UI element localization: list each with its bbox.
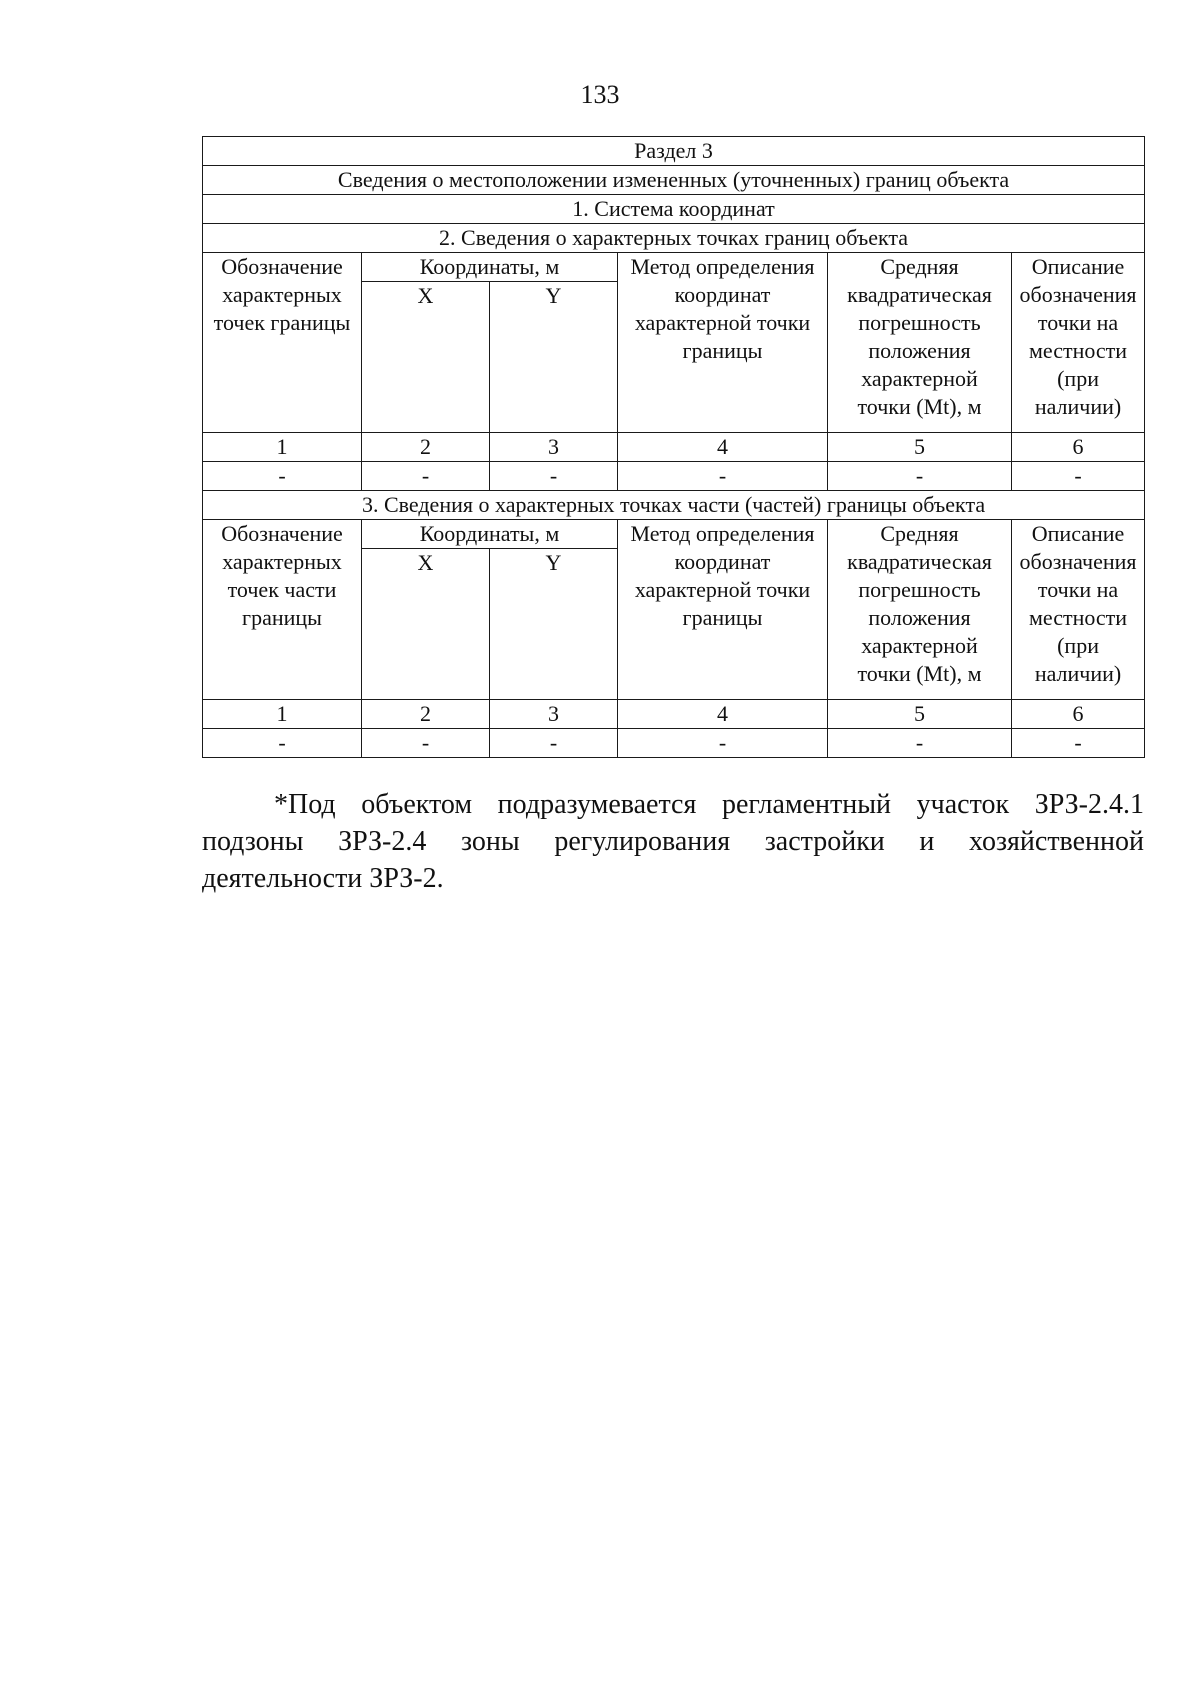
col-number: 3 — [490, 433, 618, 462]
col-header-method: Метод определения координат характерной точки границы — [618, 253, 828, 433]
table-cell: - — [362, 729, 490, 758]
table-subtitle: Сведения о местоположении измененных (уточненных) границ объекта — [203, 166, 1145, 195]
col-number: 1 — [203, 433, 362, 462]
col-header-description: Описание обозначения точки на местности (при наличии) — [1012, 520, 1145, 700]
table-cell: - — [490, 462, 618, 491]
part2-heading: 2. Сведения о характерных точках границ объекта — [203, 224, 1145, 253]
table-cell: - — [203, 462, 362, 491]
section-title: Раздел 3 — [203, 137, 1145, 166]
col-number: 5 — [828, 700, 1012, 729]
footnote: *Под объектом подразумевается регламентный участок ЗРЗ-2.4.1 подзоны ЗРЗ-2.4 зоны регулирования застройки и хозяйственной деятельности ЗРЗ-2. — [202, 789, 1144, 894]
col-header-point-designation: Обозначение характерных точек части границы — [203, 520, 362, 700]
table-cell: - — [828, 462, 1012, 491]
col-number: 6 — [1012, 433, 1145, 462]
col-header-x: X — [362, 282, 490, 433]
table-cell: - — [1012, 462, 1145, 491]
col-number: 2 — [362, 433, 490, 462]
col-header-error: Средняя квадратическая погрешность положения характерной точки (Mt), м — [828, 520, 1012, 700]
table-cell: - — [618, 462, 828, 491]
col-number: 4 — [618, 433, 828, 462]
col-number: 3 — [490, 700, 618, 729]
table-row — [203, 729, 1145, 758]
col-number: 4 — [618, 700, 828, 729]
col-number: 2 — [362, 700, 490, 729]
col-header-coordinates: Координаты, м — [362, 520, 618, 549]
section-table — [202, 136, 1145, 758]
col-header-y: Y — [490, 282, 618, 433]
page-number: 133 — [580, 80, 620, 109]
col-number: 1 — [203, 700, 362, 729]
col-header-y: Y — [490, 549, 618, 700]
table-cell: - — [828, 729, 1012, 758]
table-row — [203, 462, 1145, 491]
table-cell: - — [1012, 729, 1145, 758]
part3-heading: 3. Сведения о характерных точках части (частей) границы объекта — [203, 491, 1145, 520]
col-header-coordinates: Координаты, м — [362, 253, 618, 282]
col-header-error: Средняя квадратическая погрешность положения характерной точки (Mt), м — [828, 253, 1012, 433]
coord-system-heading: 1. Система координат — [203, 195, 1145, 224]
col-header-x: X — [362, 549, 490, 700]
col-header-description: Описание обозначения точки на местности (при наличии) — [1012, 253, 1145, 433]
table-cell: - — [203, 729, 362, 758]
col-number: 6 — [1012, 700, 1145, 729]
table-cell: - — [362, 462, 490, 491]
col-header-point-designation: Обозначение характерных точек границы — [203, 253, 362, 433]
table-cell: - — [490, 729, 618, 758]
col-number: 5 — [828, 433, 1012, 462]
col-header-method: Метод определения координат характерной точки границы — [618, 520, 828, 700]
table-cell: - — [618, 729, 828, 758]
